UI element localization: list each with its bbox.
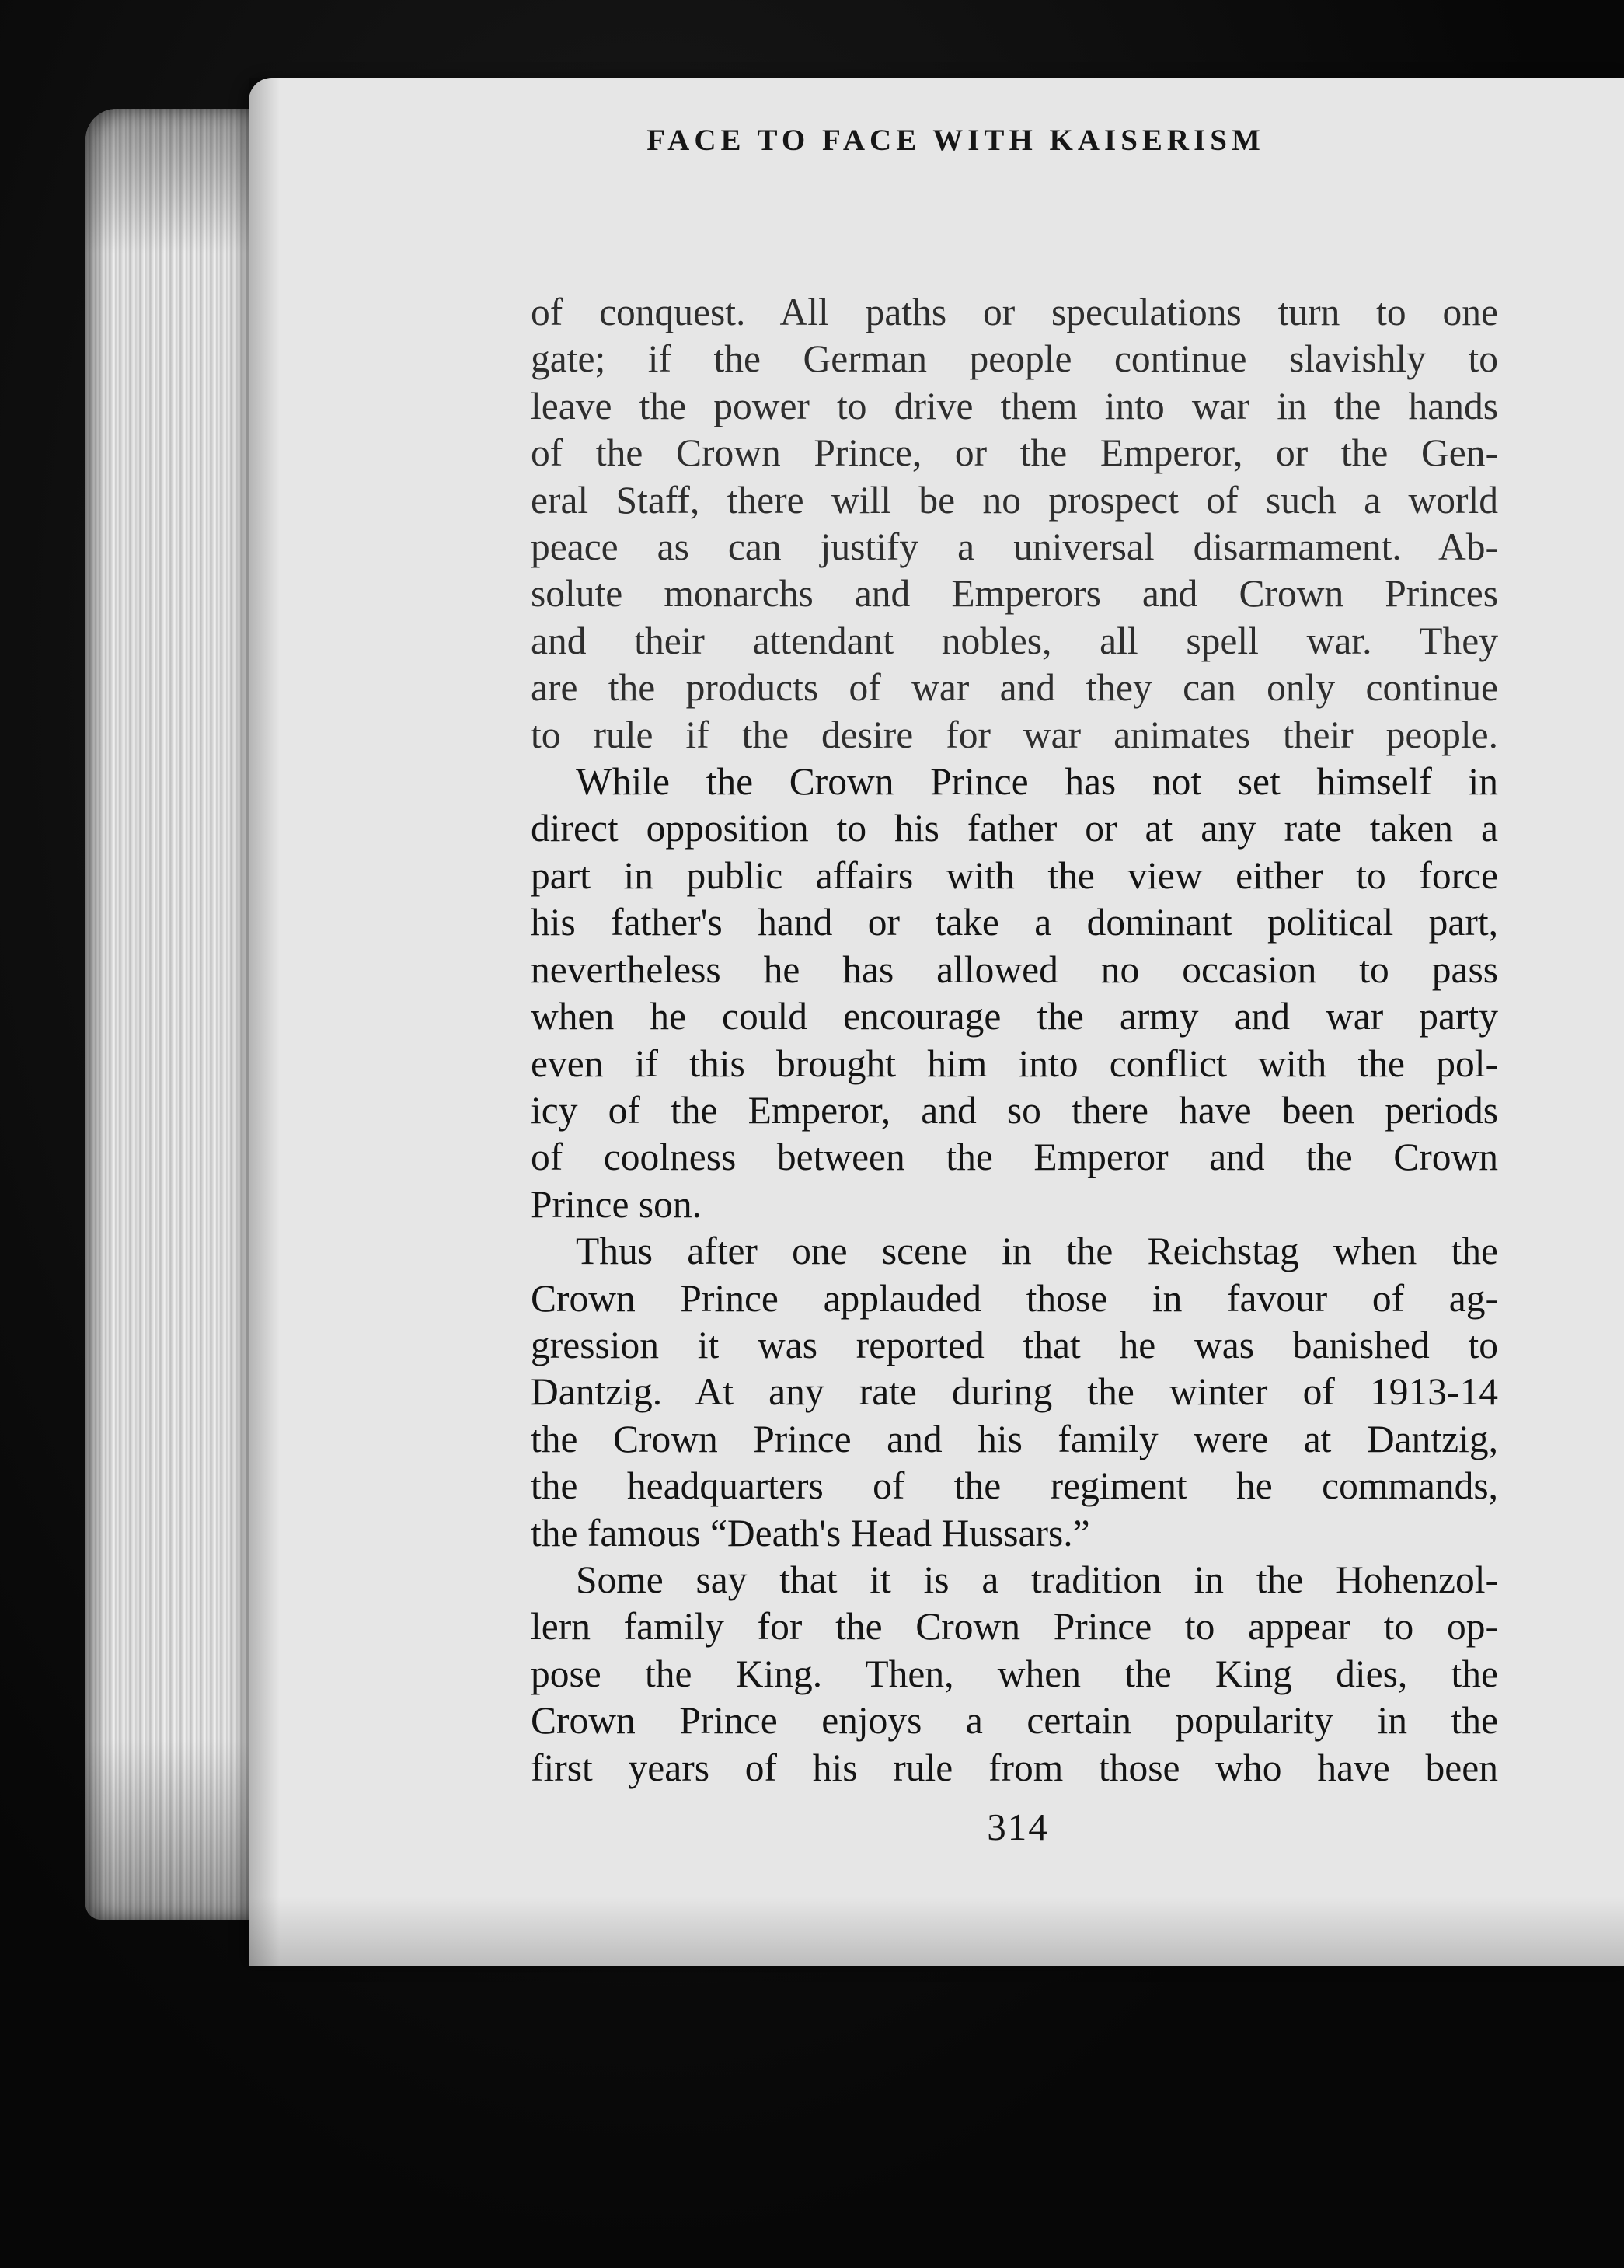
text-line: the Crown Prince and his family were at Dantzig, (531, 1417, 1498, 1460)
text-line: are the products of war and they can only continue (531, 666, 1498, 710)
text-line: of the Crown Prince, or the Emperor, or the Gen- (531, 431, 1498, 475)
text-line: Some say that it is a tradition in the Hohenzol- (576, 1558, 1498, 1601)
text-line: Dantzig. At any rate during the winter of 1913-14 (531, 1370, 1498, 1414)
paragraph-4 (531, 1557, 1498, 1792)
text-line: when he could encourage the army and war party (531, 995, 1498, 1038)
book-page-edges (85, 109, 264, 1920)
text-line: the headquarters of the regiment he commands, (531, 1464, 1498, 1508)
text-line: eral Staff, there will be no prospect of such a world (531, 478, 1498, 522)
text-line: even if this brought him into conflict with the pol- (531, 1042, 1498, 1085)
page-number: 314 (987, 1806, 1049, 1848)
text-line: solute monarchs and Emperors and Crown Princes (531, 572, 1498, 616)
text-line: Thus after one scene in the Reichstag when the (576, 1230, 1498, 1273)
text-line: While the Crown Prince has not set himself in (576, 760, 1498, 804)
text-line: his father's hand or take a dominant political part, (531, 901, 1498, 944)
paragraph-1 (531, 289, 1498, 759)
text-line: of conquest. All paths or speculations turn to one (531, 291, 1498, 333)
text-line: nevertheless he has allowed no occasion to pass (531, 947, 1498, 991)
body-text (531, 289, 1498, 1792)
text-line: and their attendant nobles, all spell war. They (531, 619, 1498, 662)
text-line: peace as can justify a universal disarmament. Ab- (531, 525, 1498, 569)
text-line: pose the King. Then, when the King dies, the (531, 1652, 1498, 1695)
text-line: of coolness between the Emperor and the Crown (531, 1136, 1498, 1179)
text-line: lern family for the Crown Prince to appear to op- (531, 1605, 1498, 1649)
text-line: the famous “Death's Head Hussars.” (531, 1511, 1090, 1554)
text-line: gate; if the German people continue slavishly to (531, 337, 1498, 381)
running-head: FACE TO FACE WITH KAISERISM (646, 124, 1265, 157)
text-line: to rule if the desire for war animates their people. (531, 713, 1498, 756)
text-line: part in public affairs with the view either to force (531, 853, 1498, 897)
text-line: icy of the Emperor, and so there have been periods (531, 1088, 1498, 1132)
text-line: gression it was reported that he was banished to (531, 1323, 1498, 1366)
text-line: Prince son. (531, 1182, 702, 1226)
page-bottom-shadow (249, 1896, 1624, 1966)
text-line: Crown Prince enjoys a certain popularity in the (531, 1699, 1498, 1743)
paragraph-3 (531, 1228, 1498, 1557)
text-line: first years of his rule from those who have been (531, 1746, 1498, 1789)
text-line: leave the power to drive them into war in the hands (531, 384, 1498, 427)
paragraph-2 (531, 759, 1498, 1228)
text-line: Crown Prince applauded those in favour of ag- (531, 1276, 1498, 1320)
text-line: direct opposition to his father or at any rate taken a (531, 807, 1498, 850)
